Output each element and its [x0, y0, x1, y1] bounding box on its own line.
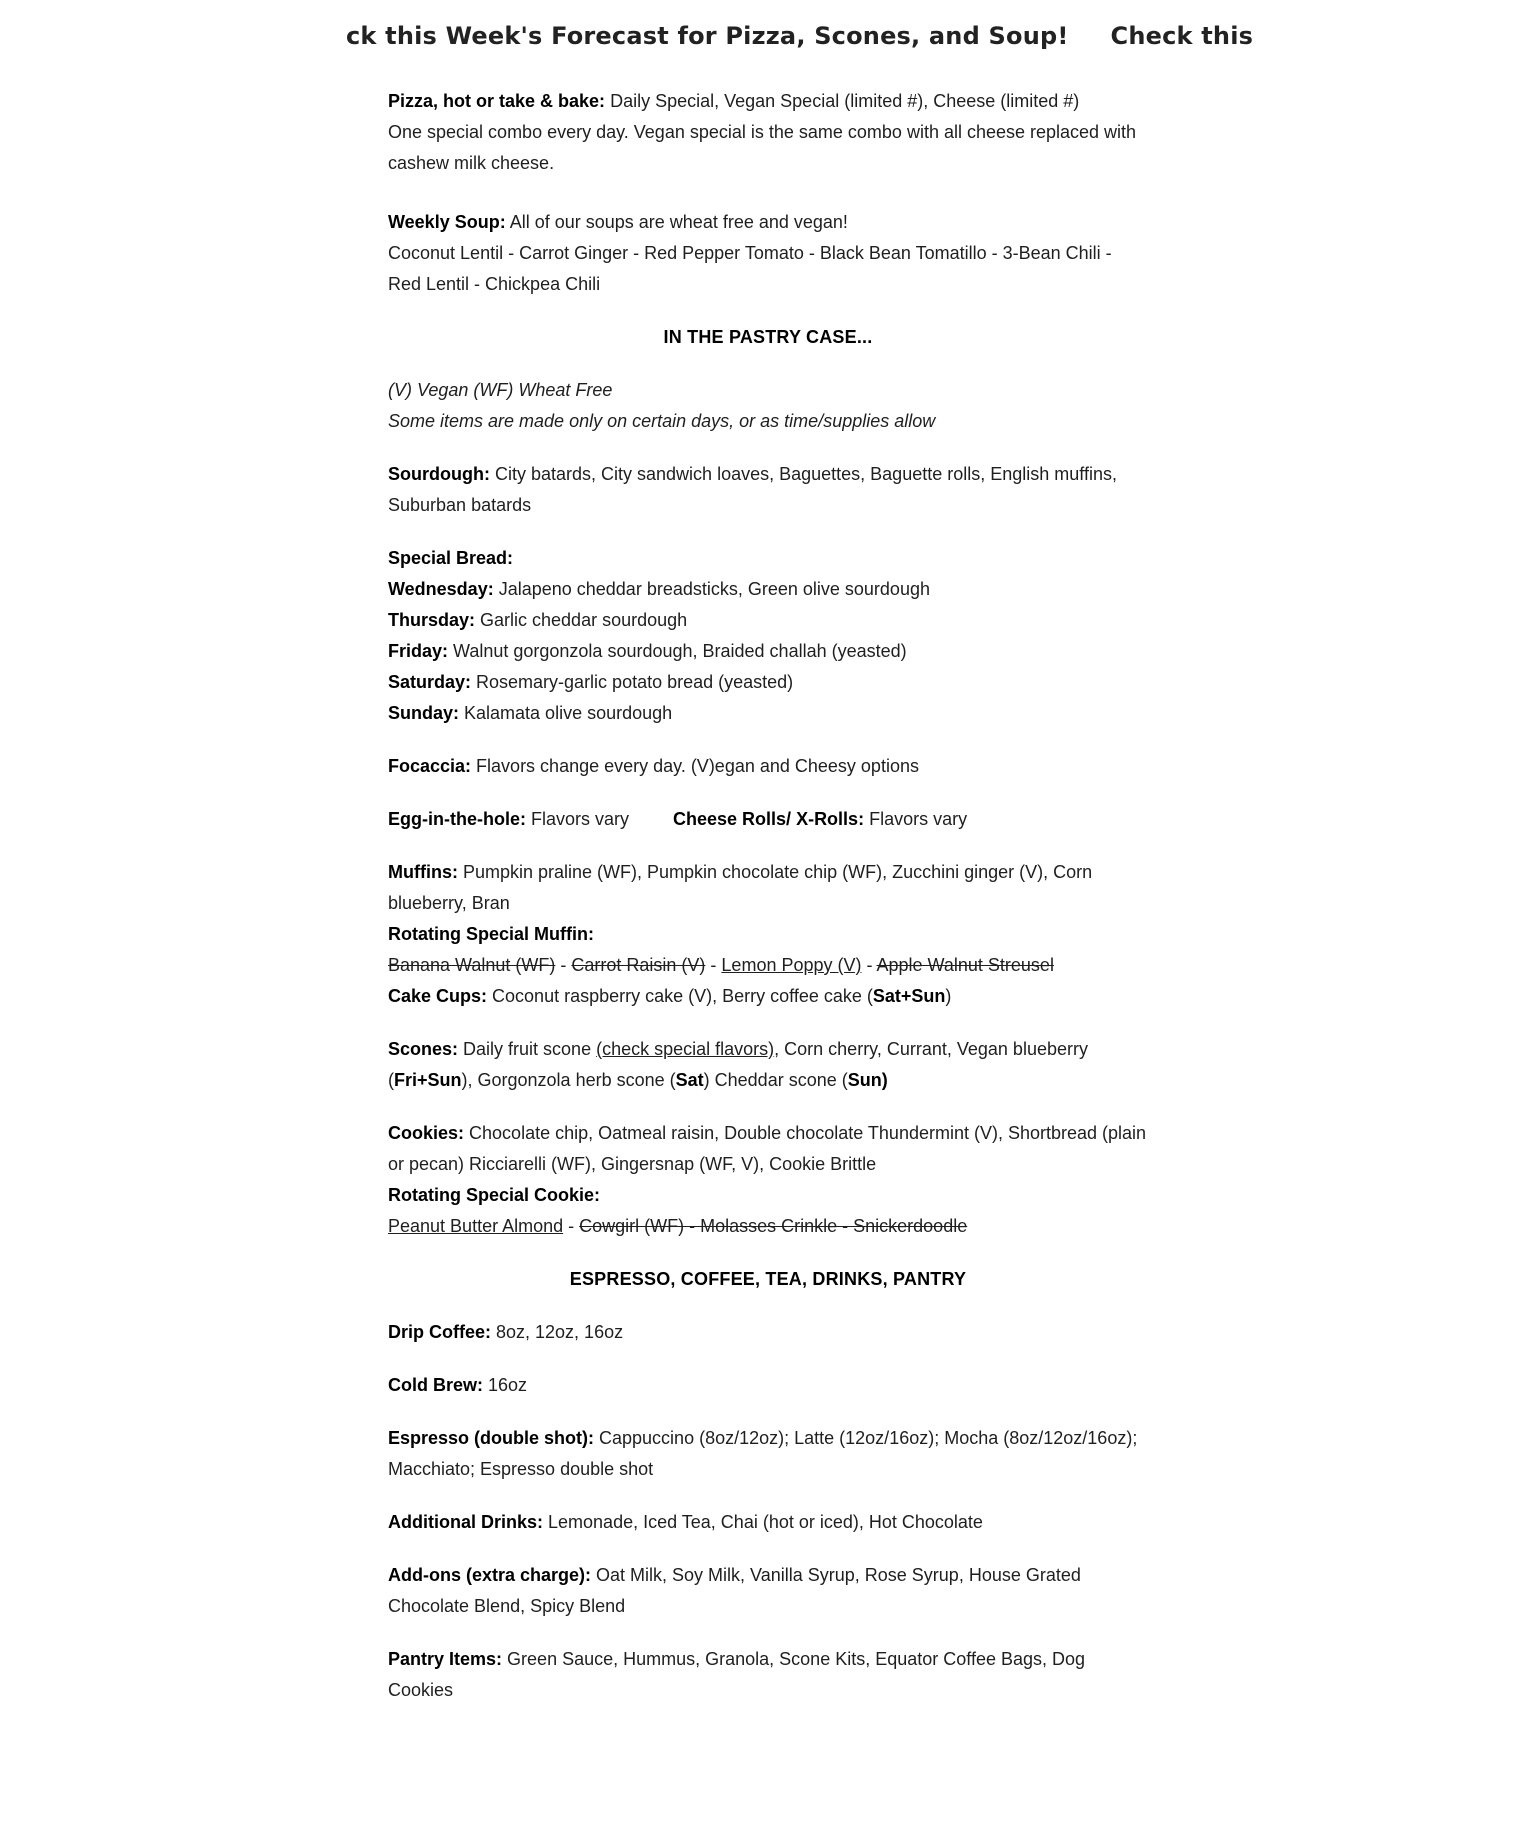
- bread-day: Sunday:: [388, 703, 460, 723]
- pizza-description: One special combo every day. Vegan special is the same combo with all cheese replaced with cashew milk cheese.: [388, 122, 1137, 173]
- separator: -: [861, 955, 877, 975]
- rotating-muffin-label: Rotating Special Muffin:: [388, 924, 594, 944]
- rotating-muffin-list: [388, 950, 1148, 981]
- muffins-label: Muffins:: [388, 862, 458, 882]
- muffins-line: [388, 857, 1148, 919]
- legend-line-1: (V) Vegan (WF) Wheat Free: [388, 380, 613, 400]
- bread-day-row: [388, 605, 1148, 636]
- bread-day: Thursday:: [388, 610, 476, 630]
- bread-day-row: [388, 698, 1148, 729]
- bread-items: Kalamata olive sourdough: [459, 703, 673, 723]
- egg-text: Flavors vary: [525, 809, 630, 829]
- separator: -: [705, 955, 722, 975]
- scones-text: ) Cheddar scone (: [703, 1070, 848, 1090]
- sourdough-line: [388, 459, 1148, 521]
- special-flavors-link[interactable]: (check special flavors): [596, 1039, 775, 1059]
- soup-line: [388, 207, 1148, 238]
- pantry-label: Pantry Items:: [388, 1649, 503, 1669]
- cookies-text: Chocolate chip, Oatmeal raisin, Double chocolate Thundermint (V), Shortbread (plain or pecan) Ricciarelli (WF), Gingersnap (WF, V), Cookie Brittle: [388, 1123, 1147, 1174]
- cold-brew-line: [388, 1370, 1148, 1401]
- focaccia-label: Focaccia:: [388, 756, 472, 776]
- scones-text: Daily fruit scone: [458, 1039, 597, 1059]
- drinks-header: ESPRESSO, COFFEE, TEA, DRINKS, PANTRY: [569, 1269, 967, 1289]
- muffins-text: Pumpkin praline (WF), Pumpkin chocolate chip (WF), Zucchini ginger (V), Corn blueberry, Bran: [388, 862, 1093, 913]
- drip-coffee-line: [388, 1317, 1148, 1348]
- legend-line-2: Some items are made only on certain days, or as time/supplies allow: [388, 411, 936, 431]
- scones-days: Fri+Sun: [394, 1070, 462, 1090]
- cake-cups-label: Cake Cups:: [388, 986, 488, 1006]
- espresso-label: Espresso (double shot):: [388, 1428, 595, 1448]
- additional-drinks-label: Additional Drinks:: [388, 1512, 544, 1532]
- bread-day-row: [388, 667, 1148, 698]
- pastry-header: IN THE PASTRY CASE...: [663, 327, 873, 347]
- additional-drinks-line: [388, 1507, 1148, 1538]
- rotating-cookie-list: [388, 1211, 1148, 1242]
- menu-content: [388, 86, 1148, 1706]
- addons-line: [388, 1560, 1148, 1622]
- bread-items: Jalapeno cheddar breadsticks, Green olive sourdough: [493, 579, 930, 599]
- cake-cups-close: ): [945, 986, 952, 1006]
- forecast-marquee[interactable]: [346, 22, 1254, 70]
- cake-cups-days: Sat+Sun: [872, 986, 946, 1006]
- pantry-line: [388, 1644, 1148, 1706]
- cheese-rolls-text: Flavors vary: [864, 809, 968, 829]
- sourdough-label: Sourdough:: [388, 464, 490, 484]
- bread-items: Walnut gorgonzola sourdough, Braided challah (yeasted): [448, 641, 907, 661]
- marquee-text-1: ck this Week's Forecast for Pizza, Scones, and Soup!: [346, 22, 1069, 50]
- muffin-banana-walnut: Banana Walnut (WF): [388, 955, 556, 975]
- marquee-text-2: Check this: [1110, 22, 1254, 50]
- pizza-line: [388, 86, 1148, 117]
- cookie-past-flavors: Cowgirl (WF) - Molasses Crinkle - Snickerdoodle: [579, 1216, 968, 1236]
- cake-cups-line: [388, 981, 1148, 1012]
- drip-coffee-label: Drip Coffee:: [388, 1322, 491, 1342]
- egg-cheese-line: [388, 804, 1148, 835]
- muffin-carrot-raisin: Carrot Raisin (V): [571, 955, 706, 975]
- scones-days: Sat: [675, 1070, 704, 1090]
- cold-brew-label: Cold Brew:: [388, 1375, 484, 1395]
- soup-label: Weekly Soup:: [388, 212, 506, 232]
- egg-label: Egg-in-the-hole:: [388, 809, 526, 829]
- drip-coffee-text: 8oz, 12oz, 16oz: [491, 1322, 624, 1342]
- scones-text: ), Gorgonzola herb scone (: [461, 1070, 676, 1090]
- rotating-cookie-label: Rotating Special Cookie:: [388, 1185, 601, 1205]
- addons-label: Add-ons (extra charge):: [388, 1565, 592, 1585]
- scones-line: [388, 1034, 1148, 1096]
- scones-days: Sun): [847, 1070, 888, 1090]
- bread-day: Friday:: [388, 641, 449, 661]
- scones-text: , Corn cherry, Currant, Vegan blueberry (: [388, 1039, 1088, 1090]
- pantry-text: Green Sauce, Hummus, Granola, Scone Kits, Equator Coffee Bags, Dog Cookies: [388, 1649, 1086, 1700]
- separator: -: [563, 1216, 580, 1236]
- bread-day-row: [388, 574, 1148, 605]
- pizza-label: Pizza, hot or take & bake:: [388, 91, 606, 111]
- marquee-track: [346, 22, 1295, 50]
- muffin-apple-walnut: Apple Walnut Streusel: [876, 955, 1054, 975]
- cheese-rolls-label: Cheese Rolls/ X-Rolls:: [673, 809, 865, 829]
- bread-day: Wednesday:: [388, 579, 494, 599]
- espresso-text: Cappuccino (8oz/12oz); Latte (12oz/16oz); Mocha (8oz/12oz/16oz); Macchiato; Espresso double shot: [388, 1428, 1138, 1479]
- bread-day-row: [388, 636, 1148, 667]
- addons-text: Oat Milk, Soy Milk, Vanilla Syrup, Rose Syrup, House Grated Chocolate Blend, Spicy Blend: [388, 1565, 1081, 1616]
- scones-label: Scones:: [388, 1039, 459, 1059]
- sourdough-text: City batards, City sandwich loaves, Baguettes, Baguette rolls, English muffins, Suburban batards: [388, 464, 1117, 515]
- cookies-label: Cookies:: [388, 1123, 465, 1143]
- bread-items: Garlic cheddar sourdough: [475, 610, 688, 630]
- additional-drinks-text: Lemonade, Iced Tea, Chai (hot or iced), Hot Chocolate: [543, 1512, 983, 1532]
- special-bread-label: Special Bread:: [388, 548, 514, 568]
- bread-items: Rosemary-garlic potato bread (yeasted): [471, 672, 794, 692]
- focaccia-line: [388, 751, 1148, 782]
- focaccia-text: Flavors change every day. (V)egan and Cheesy options: [471, 756, 919, 776]
- cold-brew-text: 16oz: [483, 1375, 528, 1395]
- cookie-peanut-butter-almond: Peanut Butter Almond: [388, 1216, 564, 1236]
- separator: -: [555, 955, 572, 975]
- soup-text: All of our soups are wheat free and vegan!: [505, 212, 848, 232]
- espresso-line: [388, 1423, 1148, 1485]
- cake-cups-text: Coconut raspberry cake (V), Berry coffee cake (: [487, 986, 873, 1006]
- soup-list: Coconut Lentil - Carrot Ginger - Red Pepper Tomato - Black Bean Tomatillo - 3-Bean Chili - Red Lentil - Chickpea Chili: [388, 243, 1112, 294]
- pizza-text: Daily Special, Vegan Special (limited #), Cheese (limited #): [605, 91, 1080, 111]
- muffin-lemon-poppy: Lemon Poppy (V): [721, 955, 862, 975]
- cookies-line: [388, 1118, 1148, 1180]
- bread-day: Saturday:: [388, 672, 472, 692]
